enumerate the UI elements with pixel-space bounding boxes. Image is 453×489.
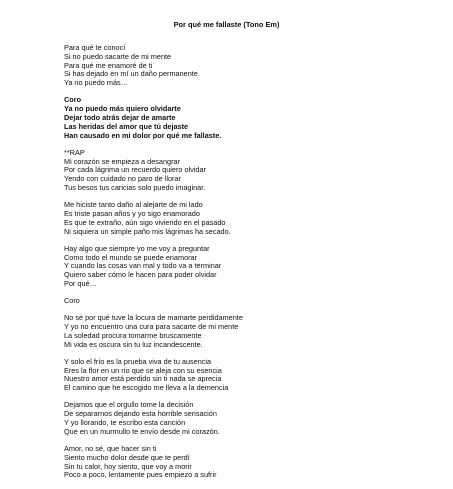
lyric-line: Mi vida es oscura sin tu luz incandescente. xyxy=(64,339,203,349)
lyric-line: Eres la flor en un río que se aleja con su esencia xyxy=(64,365,222,375)
lyric-line: Y yo llorando, te escribo esta canción xyxy=(64,418,186,428)
lyric-line: Me hiciste tanto daño al alejarte de mi lado xyxy=(64,200,203,210)
lyric-line: Por cada lágrima un recuerdo quiero olvidar xyxy=(64,165,206,175)
lyric-line: Por qué… xyxy=(64,278,97,288)
lyric-line: No sé por qué tuve la locura de mamarte perdidamente xyxy=(64,313,243,323)
lyric-line: Coro xyxy=(64,95,82,105)
lyric-line: Mi corazón se empieza a desangrar xyxy=(64,156,180,166)
lyric-line: Quiero saber cómo le hacen para poder olvidar xyxy=(64,270,217,280)
lyric-line: Y yo no encuentro una cura para sacarte de mi mente xyxy=(64,322,239,332)
lyric-line: Si has dejado en mí un daño permanente. xyxy=(64,69,200,79)
lyric-stanza xyxy=(64,297,404,306)
lyric-stanza xyxy=(64,96,404,140)
lyric-line: Poco a poco, lentamente pues empiezo a sufrir xyxy=(64,470,217,480)
lyric-line: **RAP xyxy=(64,147,85,157)
lyric-stanza xyxy=(64,201,404,236)
lyric-stanza xyxy=(64,149,404,193)
lyric-line: El camino que he escogido me lleva a la demencia xyxy=(64,383,229,393)
lyric-line: Ni siquiera un simple paño mis lágrimas ha secado. xyxy=(64,226,231,236)
song-title: Por qué me fallaste (Tono Em) xyxy=(173,20,280,29)
lyric-line: Como todo el mundo se puede enamorar xyxy=(64,252,198,262)
lyric-stanza xyxy=(64,44,404,88)
lyric-line: Sin tu calor, hoy siento, que voy a morir xyxy=(64,461,192,471)
lyric-line: Que en un murmullo te envío desde mi corazón. xyxy=(64,426,220,436)
lyric-line: Es que te extraño, aún sigo viviendo en el pasado xyxy=(64,217,226,227)
lyric-line: Las heridas del amor que tú dejaste xyxy=(64,121,189,131)
lyric-line: Y solo el frío es la prueba viva de tu ausencia xyxy=(64,356,212,366)
lyric-stanza xyxy=(64,314,404,349)
lyric-line: Amor, no sé, que hacer sin ti xyxy=(64,444,157,453)
lyric-line: Ya no puedo más quiero olvidarte xyxy=(64,104,181,114)
lyric-line: Coro xyxy=(64,296,80,306)
lyric-stanza xyxy=(64,445,404,480)
lyric-line: Para qué me enamoré de ti xyxy=(64,60,153,70)
lyric-line: Dejar todo atrás dejar de amarte xyxy=(64,112,176,122)
lyric-line: Siento mucho dolor desde que te perdí xyxy=(64,452,190,462)
lyric-stanza xyxy=(64,245,404,289)
lyric-line: Tus besos tus caricias solo puedo imaginar. xyxy=(64,182,206,192)
lyric-line: Hay algo que siempre yo me voy a preguntar xyxy=(64,243,210,253)
lyric-line: Nuestro amor está perdido sin ti nada se aprecia xyxy=(64,374,222,384)
lyric-line: De separarnos dejando esta horrible sensación xyxy=(64,409,217,419)
lyric-stanza xyxy=(64,401,404,436)
lyric-line: Para qué te conocí xyxy=(64,43,126,52)
lyric-line: Yendo con cuidado no paro de llorar xyxy=(64,174,181,184)
lyric-line: Si no puedo sacarte de mi mente xyxy=(64,51,172,61)
lyric-line: Dejamos que el orgullo tome la decisión xyxy=(64,400,194,410)
lyric-line: Es triste pasan años y yo sigo enamorado xyxy=(64,208,200,218)
lyric-line: Y cuando las cosas van mal y todo va a terminar xyxy=(64,261,222,271)
lyric-line: La soledad procura tomarme bruscamente xyxy=(64,330,202,340)
lyric-stanza xyxy=(64,358,404,393)
lyric-line: Han causado en mi dolor por qué me fallaste. xyxy=(64,130,222,140)
lyric-line: Ya no puedo más… xyxy=(64,78,128,88)
lyrics-body xyxy=(64,44,404,489)
